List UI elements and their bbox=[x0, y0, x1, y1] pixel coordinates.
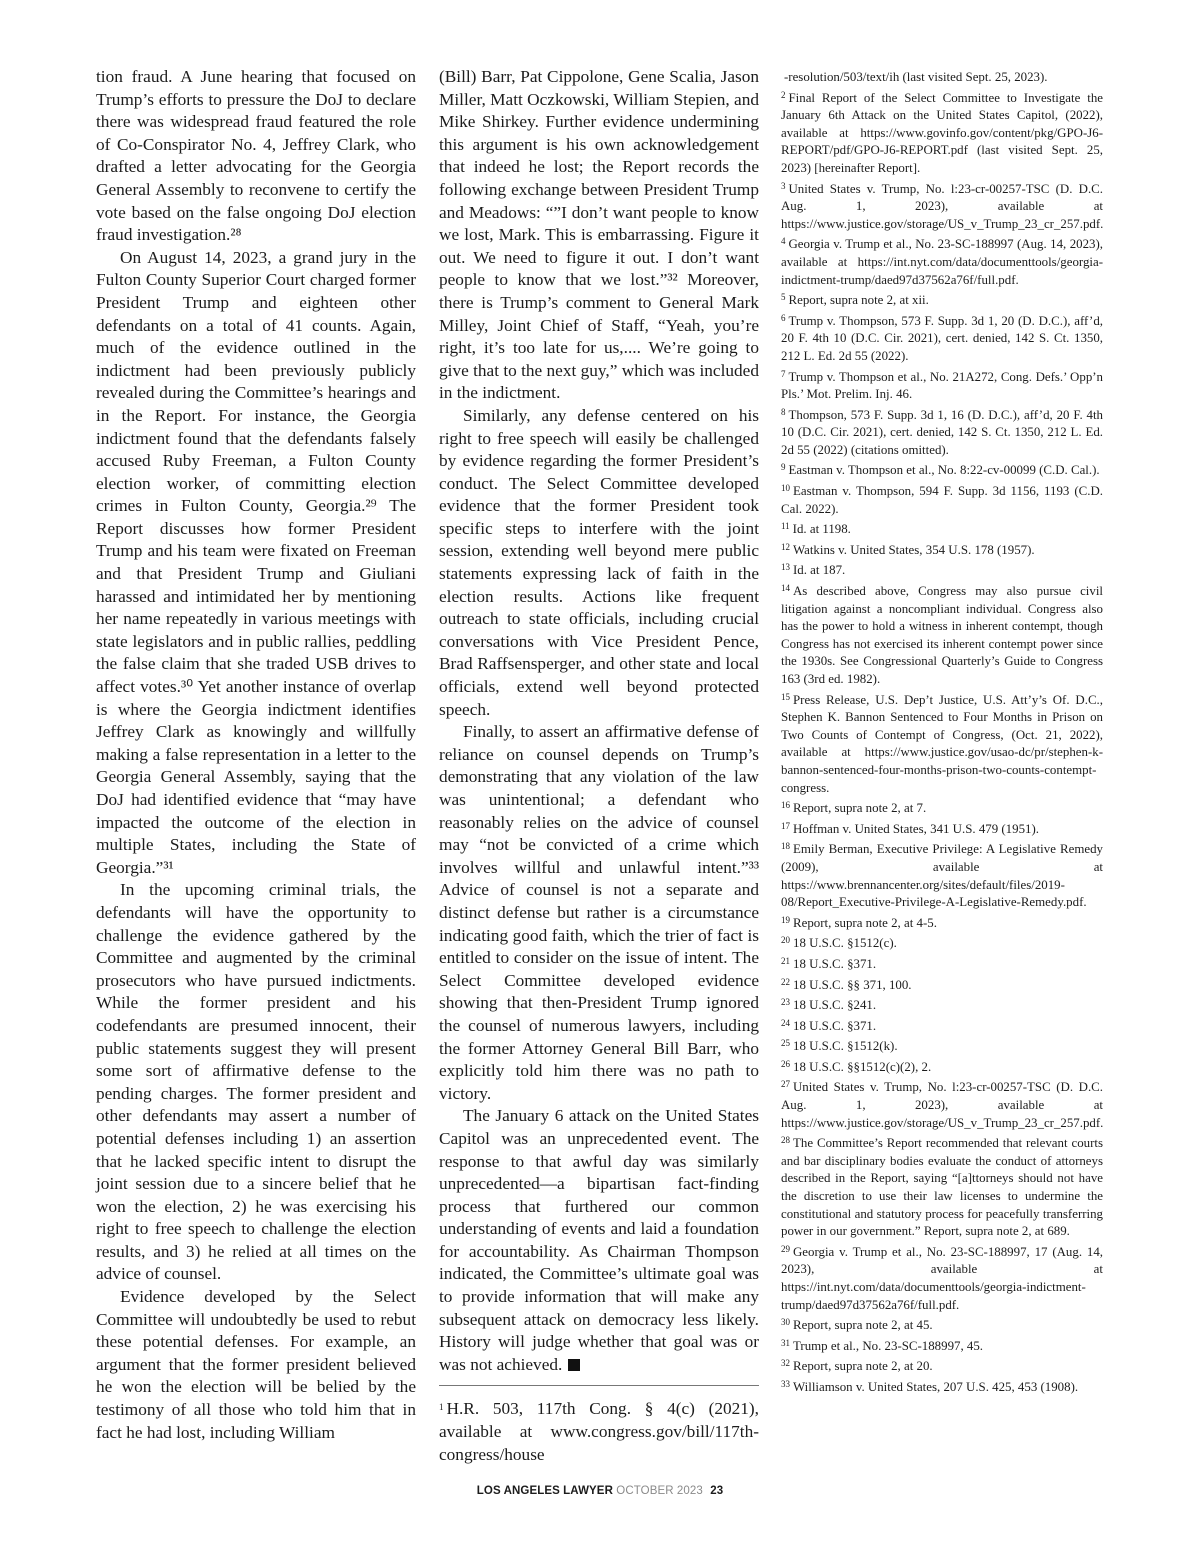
paragraph: tion fraud. A June hearing that focused on Trump’s efforts to pressure the DoJ to declare there was widespread fraud featured the role of Co-Conspirator No. 4, Jeffrey Clark, who drafted a letter advocating for the Georgia General Assembly to reconvene to certify the vote based on the false ongoing DoJ election fraud investigation.²⁸ bbox=[96, 67, 416, 245]
footnote bbox=[781, 1056, 1103, 1077]
footnote-number: 30 bbox=[781, 1317, 790, 1328]
footnote-text: Georgia v. Trump et al., No. 23-SC-188997 (Aug. 14, 2023), available at https://int.nyt.com/data/documenttools/georgia-indictment-trump/daed97d37562a76f/full.pdf. bbox=[781, 237, 1103, 287]
article-column-2 bbox=[439, 66, 759, 1466]
footnote bbox=[781, 404, 1103, 460]
footnote-number: 3 bbox=[781, 180, 786, 191]
footnote bbox=[781, 912, 1103, 933]
footnote-number: 33 bbox=[781, 1378, 790, 1389]
footnote-number: 25 bbox=[781, 1038, 790, 1049]
footnote bbox=[781, 797, 1103, 818]
footnote bbox=[781, 1035, 1103, 1056]
footnote-text: United States v. Trump, No. l:23-cr-00257-TSC (D. D.C. Aug. 1, 2023), available at https://www.justice.gov/storage/US_v_Trump_23_cr_257.pdf. bbox=[781, 181, 1104, 231]
footnote-number: 14 bbox=[781, 583, 790, 594]
footnote-text: 18 U.S.C. §371. bbox=[793, 956, 877, 971]
footnote-number: 24 bbox=[781, 1017, 790, 1028]
footnote-text: 18 U.S.C. §§ 371, 100. bbox=[793, 977, 912, 992]
footnote bbox=[781, 580, 1103, 689]
footnote-text: Hoffman v. United States, 341 U.S. 479 (1951). bbox=[793, 821, 1039, 836]
footnote-number: 22 bbox=[781, 976, 790, 987]
paragraph bbox=[439, 1105, 759, 1376]
footnote-text: 18 U.S.C. §241. bbox=[793, 998, 877, 1013]
footnote-number: 11 bbox=[781, 521, 790, 532]
issue-date: OCTOBER 2023 bbox=[616, 1485, 703, 1497]
publication-name: LOS ANGELES LAWYER bbox=[476, 1485, 613, 1497]
footnote-number: 13 bbox=[781, 562, 790, 573]
paragraph: On August 14, 2023, a grand jury in the Fulton County Superior Court charged former President Trump and eighteen other defendants on a total of 41 counts. Again, much of the evidence outlined in the indictment had been previously publicly revealed during the Committee’s hearings and in the Report. For instance, the Georgia indictment found that the defendants falsely accused Ruby Freeman, a Fulton County election worker, of committing election crimes in Fulton County, Georgia.²⁹ The Report discusses how former President Trump and his team were fixated on Freeman and that President Trump and Giuliani harassed and intimidated her by mentioning her name repeatedly in various meetings with state legislators and in public rallies, peddling the false claim that she traded USB drives to affect votes.³⁰ Yet another instance of overlap is where the Georgia indictment identifies Jeffrey Clark as knowingly and willfully making a false representation in a letter to the Georgia General Assembly, saying that the DoJ had identified evidence that “may have impacted the outcome of the election in multiple States, including the State of Georgia.”³¹ bbox=[96, 247, 416, 877]
footnote-text: United States v. Trump, No. l:23-cr-00257-TSC (D. D.C. Aug. 1, 2023), available at https://www.justice.gov/storage/US_v_Trump_23_cr_257.pdf. bbox=[781, 1080, 1104, 1130]
footnote bbox=[781, 1376, 1103, 1397]
footnote-number: 8 bbox=[781, 406, 786, 417]
footnote-number: 2 bbox=[781, 89, 786, 100]
footnote-text: Report, supra note 2, at xii. bbox=[788, 293, 929, 308]
paragraph: Finally, to assert an affirmative defense of reliance on counsel depends on Trump’s demonstrating that any violation of the law was unintentional; a defendant who reasonably relies on the advice of counsel may “not be convicted of a crime which involves willful and unlawful intent.”³³ Advice of counsel is not a separate and distinct defense but rather is a circumstance indicating good faith, which the trier of fact is entitled to consider on the issue of intent. The Select Committee developed evidence showing that then-President Trump ignored the counsel of numerous lawyers, including the former Attorney General Bill Barr, who explicitly told him there was no path to victory. bbox=[439, 722, 759, 1103]
footnote bbox=[781, 1335, 1103, 1356]
footnote-number: 18 bbox=[781, 841, 790, 852]
footnote-text: Watkins v. United States, 354 U.S. 178 (1957). bbox=[793, 542, 1035, 557]
footnote-number: 19 bbox=[781, 914, 790, 925]
paragraph-text: The January 6 attack on the United States Capitol was an unprecedented event. The response to that awful day was similarly unprecedented—a bipartisan fact-finding process that furthered our common understanding of events and laid a foundation for accountability. As Chairman Thompson indicated, the Committee’s ultimate goal was to provide information that will make any subsequent attack on democracy less likely. History will judge whether that goal was or was not achieved. bbox=[439, 1106, 759, 1374]
footnote-text: Report, supra note 2, at 7. bbox=[793, 801, 927, 816]
footnote-text: Thompson, 573 F. Supp. 3d 1, 16 (D. D.C.), aff’d, 20 F. 4th 10 (D.C. Cir. 2021), cert. denied, 142 S. Ct. 1350, 212 L. Ed. 2d 55 (2022) (citations omitted). bbox=[781, 407, 1103, 457]
footnote bbox=[781, 366, 1103, 404]
footnote bbox=[781, 66, 1103, 87]
paragraph: In the upcoming criminal trials, the defendants will have the opportunity to challenge the evidence gathered by the Committee and augmented by the criminal prosecutors who have pursued indictments. While the former president and his codefendants are presumed innocent, their public statements suggest they will present some sort of affirmative defense to the pending charges. The former president and other defendants may assert a number of potential defenses including 1) an assertion that he lacked specific intent to disrupt the joint session due to a sincere belief that he won the election, 2) he was exercising his right to free speech to challenge the election results, and 3) he relied at all times on the advice of counsel. bbox=[96, 880, 416, 1284]
footnote-text: 18 U.S.C. §§1512(c)(2), 2. bbox=[793, 1059, 932, 1074]
footnote-number: 31 bbox=[781, 1337, 790, 1348]
footnote bbox=[781, 1314, 1103, 1335]
footnote-number: 5 bbox=[781, 292, 786, 303]
footnote-text: Report, supra note 2, at 4-5. bbox=[793, 915, 937, 930]
footnote bbox=[781, 87, 1103, 178]
footnote-number: 7 bbox=[781, 368, 786, 379]
footnote-text: Press Release, U.S. Dep’t Justice, U.S. Att’y’s Of. D.C., Stephen K. Bannon Sentenced to Four Months in Prison on Two Counts of Contempt of Congress, (Oct. 21, 2022), available at https://www.justice.gov/usao-dc/pr/stephen-k-bannon-sentenced-four-months-prison-two-counts-contempt-congress. bbox=[781, 692, 1103, 795]
footnote-number: 32 bbox=[781, 1358, 790, 1369]
footnote bbox=[781, 559, 1103, 580]
article-column-1 bbox=[96, 66, 416, 1444]
footnote bbox=[781, 459, 1103, 480]
footnote bbox=[781, 1076, 1103, 1132]
footnote bbox=[781, 310, 1103, 366]
footnote bbox=[781, 689, 1103, 798]
footnote-text: Georgia v. Trump et al., No. 23-SC-188997, 17 (Aug. 14, 2023), available at https://int.nyt.com/data/documenttools/georgia-indictment-trump/daed97d37562a76f/full.pdf. bbox=[781, 1244, 1103, 1312]
footnote-number: 15 bbox=[781, 691, 790, 702]
footnote-number: 17 bbox=[781, 820, 790, 831]
end-of-article-mark bbox=[568, 1359, 580, 1371]
footnote-text: Trump v. Thompson et al., No. 21A272, Cong. Defs.’ Opp’n Pls.’ Mot. Prelim. Inj. 46. bbox=[781, 369, 1103, 402]
footnote-number: 9 bbox=[781, 462, 786, 473]
footnote-text: 18 U.S.C. §1512(k). bbox=[793, 1039, 898, 1054]
footnote bbox=[781, 953, 1103, 974]
paragraph: (Bill) Barr, Pat Cippolone, Gene Scalia, Jason Miller, Matt Oczkowski, William Stepien, and Mike Shirkey. Further evidence undermining this argument is his own acknowledgement that indeed he lost; the Report records the following exchange between President Trump and Meadows: “”I don’t want people to know we lost, Mark. This is embarrassing. Figure it out. We need to figure it out. I don’t want people to know that we lost.”³² Moreover, there is Trump’s comment to General Mark Milley, Joint Chief of Staff, “Yeah, you’re right, it’s too late for us,.... We’re going to give that to the next guy,” which was included in the indictment. bbox=[439, 67, 759, 403]
footnote-number: 28 bbox=[781, 1135, 790, 1146]
paragraph: Similarly, any defense centered on his right to free speech will easily be challenged by evidence regarding the former President’s conduct. The Select Committee developed evidence that the former President took specific steps to interfere with the joint session, extending well beyond mere public statements expressing lack of faith in the election results. Actions like frequent outreach to state officials, including crucial conversations with Vice President Pence, Brad Raffsensperger, and other state and local officials, extend well beyond protected speech. bbox=[439, 405, 759, 719]
footnote bbox=[781, 818, 1103, 839]
footnote-number: 23 bbox=[781, 997, 790, 1008]
paragraph: Evidence developed by the Select Committee will undoubtedly be used to rebut these potential defenses. For example, an argument that the former president believed he won the election will be belied by the testimony of all those who told him that in fact he had lost, including William bbox=[96, 1287, 416, 1442]
footnote-text: Eastman v. Thompson et al., No. 8:22-cv-00099 (C.D. Cal.). bbox=[788, 463, 1100, 478]
footnote-text: Id. at 187. bbox=[793, 563, 846, 578]
footnote bbox=[781, 518, 1103, 539]
footnote bbox=[781, 1355, 1103, 1376]
footnote bbox=[781, 974, 1103, 995]
footnote-number: 4 bbox=[781, 236, 786, 247]
footnote bbox=[781, 539, 1103, 560]
footnote bbox=[781, 289, 1103, 310]
footnote bbox=[781, 480, 1103, 518]
footnote-text: Williamson v. United States, 207 U.S. 425, 453 (1908). bbox=[793, 1379, 1079, 1394]
footnote-number: 16 bbox=[781, 800, 790, 811]
footnote-text: Trump et al., No. 23-SC-188997, 45. bbox=[793, 1338, 984, 1353]
footnote bbox=[781, 838, 1103, 911]
footnote bbox=[781, 1015, 1103, 1036]
footnote-text: 18 U.S.C. §371. bbox=[793, 1018, 877, 1033]
footnote-number: 12 bbox=[781, 541, 790, 552]
footnote-text: 18 U.S.C. §1512(c). bbox=[793, 936, 897, 951]
footnote-text: The Committee’s Report recommended that relevant courts and bar disciplinary bodies evaluate the conduct of attorneys described in the Report, saying “[a]ttorneys should not have the discretion to use their law licenses to undermine the constitutional and statutory process for peacefully transferring power in our government.” Report, supra note 2, at 689. bbox=[781, 1136, 1103, 1239]
footnote-number: 1 bbox=[439, 1402, 444, 1413]
footnote-text: Trump v. Thompson, 573 F. Supp. 3d 1, 20 (D. D.C.), aff’d, 20 F. 4th 10 (D.C. Cir. 2021), cert. denied, 142 S. Ct. 1350, 212 L. Ed. 2d 55 (2022). bbox=[781, 313, 1103, 363]
footnote-number: 26 bbox=[781, 1058, 790, 1069]
footnote bbox=[439, 1396, 759, 1466]
footnote-number: 10 bbox=[781, 483, 790, 494]
footnote-text: Eastman v. Thompson, 594 F. Supp. 3d 1156, 1193 (C.D. Cal. 2022). bbox=[781, 484, 1103, 516]
footnote bbox=[781, 994, 1103, 1015]
footnote bbox=[781, 233, 1103, 289]
footnote-number: 21 bbox=[781, 955, 790, 966]
footnote-number: 29 bbox=[781, 1243, 790, 1254]
page-number: 23 bbox=[710, 1485, 724, 1497]
footnotes-column bbox=[781, 66, 1103, 1397]
footnote-number: 27 bbox=[781, 1079, 790, 1090]
footnote-text: -resolution/503/text/ih (last visited Sept. 25, 2023). bbox=[784, 70, 1048, 84]
footnote bbox=[781, 1132, 1103, 1241]
page-footer bbox=[0, 1485, 1200, 1497]
footnote-number: 20 bbox=[781, 935, 790, 946]
footnote-divider bbox=[439, 1385, 759, 1386]
footnote-text: Final Report of the Select Committee to Investigate the January 6th Attack on the United States Capitol, (2022), available at https://www.govinfo.gov/content/pkg/GPO-J6-REPORT/pdf/GPO-J6-REPORT.pdf (last visited Sept. 25, 2023) [hereinafter Report]. bbox=[781, 90, 1103, 175]
footnote bbox=[781, 1241, 1103, 1314]
footnote-text: Emily Berman, Executive Privilege: A Legislative Remedy (2009), available at https://www.brennancenter.org/sites/default/files/2019-08/Report_Executive-Privilege-A-Legislative-Remedy.pdf. bbox=[781, 842, 1103, 910]
footnote-text: H.R. 503, 117th Cong. § 4(c) (2021), available at www.congress.gov/bill/117th-congress/house bbox=[439, 1399, 759, 1464]
footnote-text: Report, supra note 2, at 20. bbox=[793, 1359, 933, 1374]
footnote-text: Report, supra note 2, at 45. bbox=[793, 1318, 933, 1333]
footnote bbox=[781, 932, 1103, 953]
footnote-text: Id. at 1198. bbox=[792, 522, 851, 537]
footnote-number: 6 bbox=[781, 312, 786, 323]
footnote bbox=[781, 178, 1103, 234]
footnote-text: As described above, Congress may also pursue civil litigation against a noncompliant individual. Congress also has the power to hold a witness in inherent contempt, though Congress has not exercised its inherent contempt power since the 1930s. See Congressional Quarterly’s Guide to Congress 163 (3rd ed. 1982). bbox=[781, 584, 1103, 686]
